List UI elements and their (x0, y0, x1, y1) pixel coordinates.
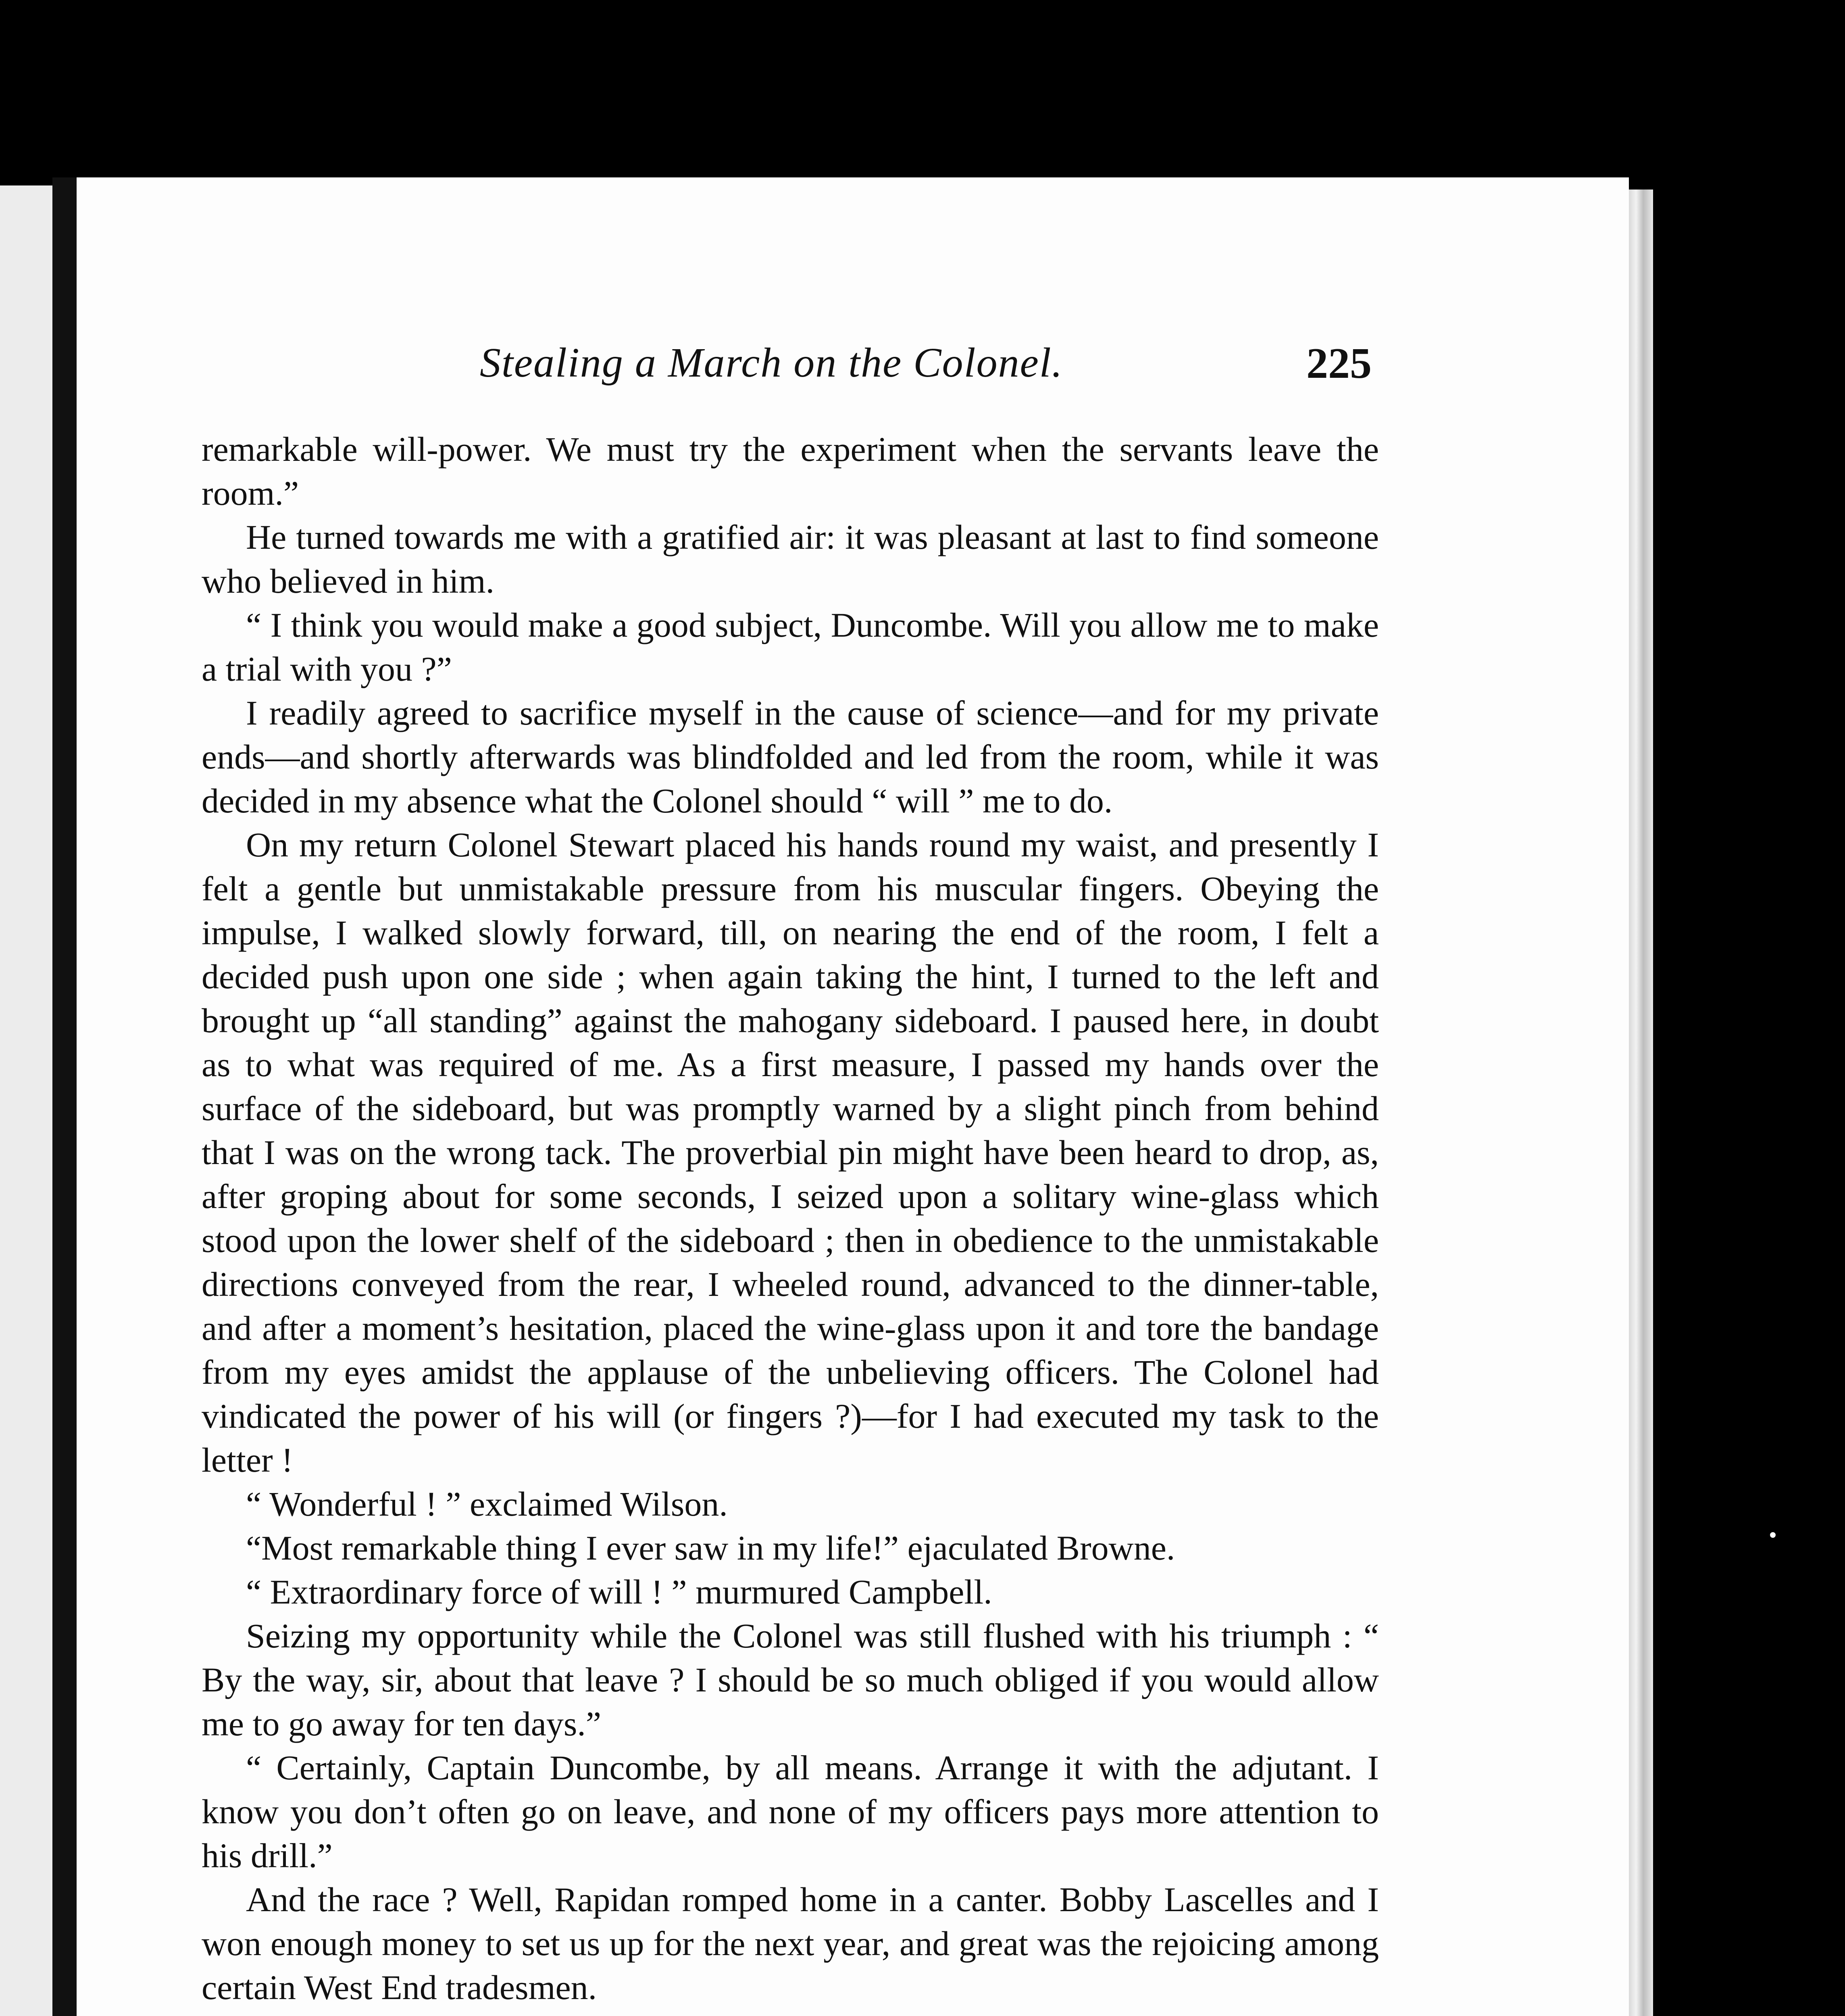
running-head: Stealing a March on the Colonel. (480, 339, 1063, 386)
paragraph: “ Certainly, Captain Duncombe, by all means. Arrange it with the adjutant. I know you don’t often go on leave, and none of my officers pays more attention to his drill.” (202, 1748, 1379, 1875)
paragraph: “Most remarkable thing I ever saw in my life!” ejaculated Browne. (246, 1529, 1175, 1567)
paragraph: And the race ? Well, Rapidan romped home in a canter. Bobby Lascelles and I won enough money to set us up for the next year, and great was the rejoicing among certain West End tradesmen. (202, 1880, 1379, 2007)
previous-page-edge (0, 185, 52, 2016)
page-stack-edge (1629, 190, 1653, 2016)
paragraph: He turned towards me with a gratified air: it was pleasant at last to find someone who believed in him. (202, 518, 1379, 600)
paragraph: “ Wonderful ! ” exclaimed Wilson. (246, 1485, 728, 1523)
paragraph-continued: remarkable will-power. We must try the experiment when the servants leave the room.” (202, 430, 1379, 512)
page-number: 225 (1306, 339, 1372, 387)
scan-speck (1770, 1532, 1776, 1538)
body-text (202, 427, 1379, 2010)
paragraph: I readily agreed to sacrifice myself in the cause of science—and for my private ends—and shortly afterwards was blindfolded and led from the room, while it was decided in my absence what the Colonel should “ will ” me to do. (202, 694, 1379, 820)
paragraph: “ Extraordinary force of will ! ” murmured Campbell. (246, 1572, 992, 1611)
paragraph: Seizing my opportunity while the Colonel was still flushed with his triumph : “ By the way, sir, about that leave ? I should be so much obliged if you would allow me to go away for ten days.” (202, 1616, 1379, 1743)
paragraph: “ I think you would make a good subject, Duncombe. Will you allow me to make a trial with you ?” (202, 606, 1379, 688)
paragraph: On my return Colonel Stewart placed his hands round my waist, and presently I felt a gentle but unmistakable pressure from his muscular fingers. Obeying the impulse, I walked slowly forward, till, on nearing the end of the room, I felt a decided push upon one side ; when again taking the hint, I turned to the left and brought up “all standing” against the mahogany sideboard. I paused here, in doubt as to what was required of me. As a first measure, I passed my hands over the surface of the sideboard, but was promptly warned by a slight pinch from behind that I was on the wrong tack. The proverbial pin might have been heard to drop, as, after groping about for some seconds, I seized upon a solitary wine-glass which stood upon the lower shelf of the sideboard ; then in obedience to the unmistakable directions conveyed from the rear, I wheeled round, advanced to the dinner-table, and after a moment’s hesitation, placed the wine-glass upon it and tore the bandage from my eyes amidst the applause of the unbelieving officers. The Colonel had vindicated the power of his will (or fingers ?)—for I had executed my task to the letter ! (202, 825, 1379, 1479)
page-gutter-shadow (52, 177, 77, 2016)
